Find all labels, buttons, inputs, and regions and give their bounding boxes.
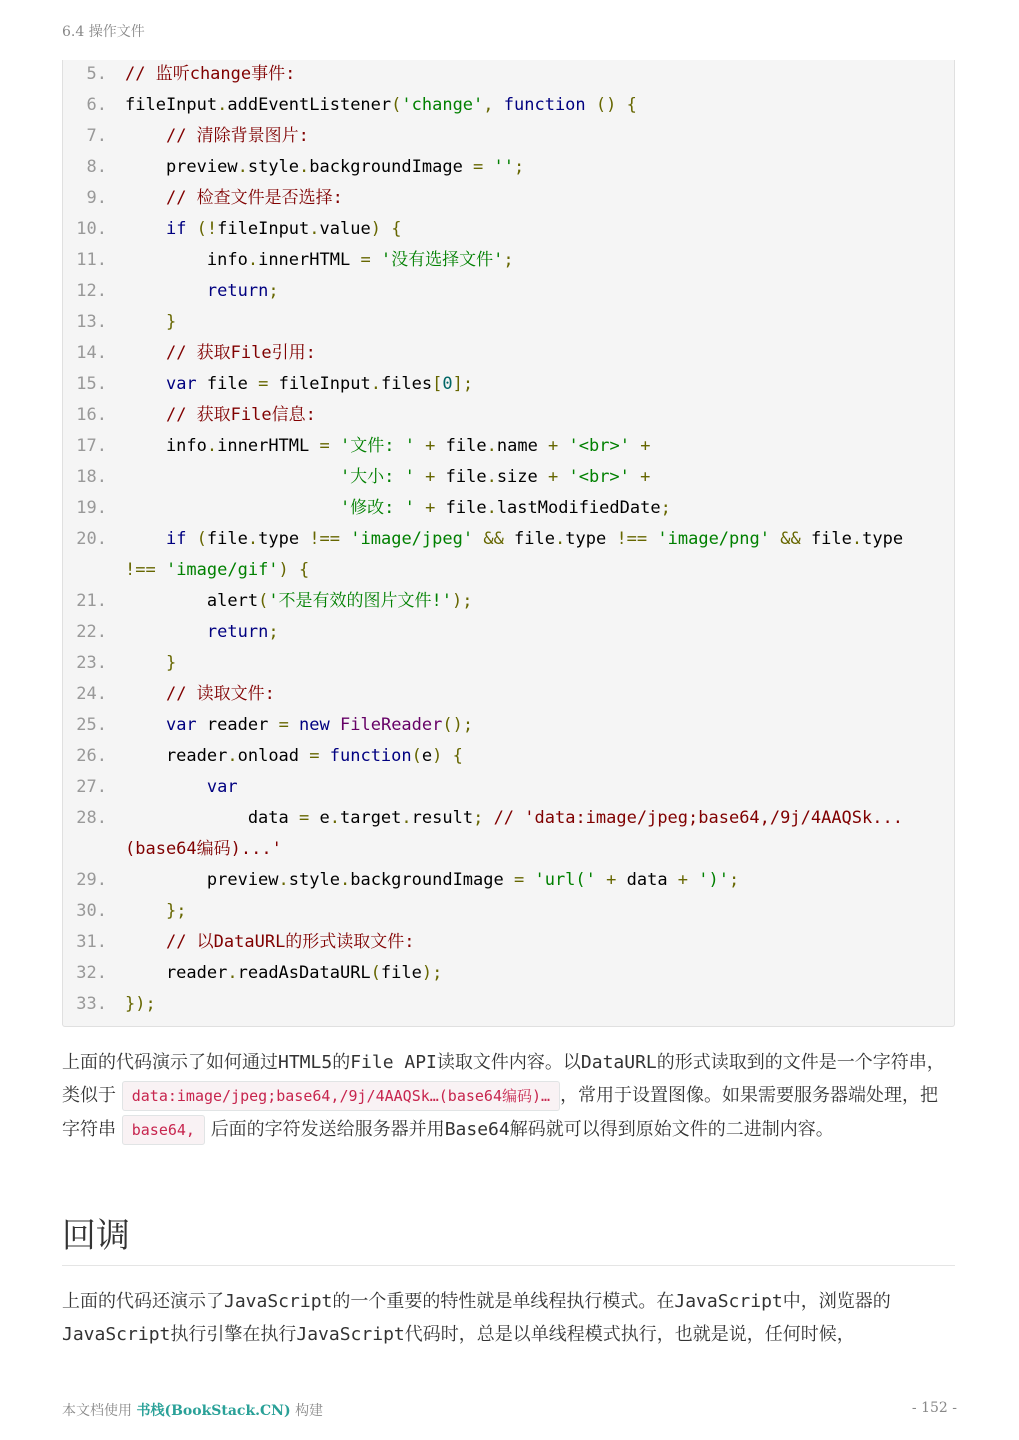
- code-text: };: [165, 901, 187, 921]
- line-number: 33.: [76, 994, 107, 1014]
- footer-credit: [62, 1400, 323, 1420]
- text: JavaScript: [62, 1324, 171, 1345]
- code-text: if (!fileInput.value) {: [165, 219, 402, 239]
- code-line: [1, 183, 894, 214]
- line-number: 10.: [76, 219, 107, 239]
- code-line: [1, 276, 894, 307]
- code-line: [1, 90, 894, 121]
- section-header: 6.4 操作文件: [62, 24, 145, 40]
- text: 代码时，总是以单线程模式执行，也就是说，任何时候，: [404, 1324, 855, 1345]
- footer-prefix: 本文档使用: [62, 1403, 132, 1419]
- code-text: // 获取File引用:: [165, 343, 316, 363]
- line-number: 20.: [76, 529, 107, 549]
- code-text: info.innerHTML = '没有选择文件';: [125, 250, 514, 270]
- code-text: // 监听change事件:: [125, 64, 296, 84]
- code-text: info.innerHTML = '文件: ' + file.name + '<br>' +: [125, 436, 651, 456]
- section-heading: 回调: [62, 1216, 130, 1256]
- code-line: [1, 245, 894, 276]
- code-text: preview.style.backgroundImage = '';: [125, 157, 525, 177]
- text: Base64: [444, 1119, 510, 1140]
- code-text: preview.style.backgroundImage = 'url(' + data + ')';: [125, 870, 740, 890]
- line-number: 16.: [76, 405, 107, 425]
- text: 的形式读取到的文件是一个字符串，类似于: [62, 1052, 945, 1106]
- code-text: (base64编码)...': [125, 839, 282, 859]
- paragraph-single-thread: [62, 1285, 955, 1351]
- footer-suffix: 构建: [295, 1403, 324, 1419]
- inline-code-base64: base64,: [122, 1115, 205, 1145]
- code-text: !== 'image/gif') {: [125, 560, 310, 580]
- line-number: 13.: [76, 312, 107, 332]
- text: JavaScript: [674, 1291, 783, 1312]
- code-text: var: [206, 777, 238, 797]
- code-line: [1, 679, 894, 710]
- code-line: [1, 989, 894, 1020]
- code-line: [1, 741, 894, 772]
- code-line: [1, 927, 894, 958]
- code-text: // 以DataURL的形式读取文件:: [165, 932, 415, 952]
- text: 后面的字符发送给服务器并用: [210, 1119, 445, 1140]
- code-line: [1, 400, 894, 431]
- line-number: 32.: [76, 963, 107, 983]
- line-number: 9.: [86, 188, 107, 208]
- text: 读取文件内容。以: [436, 1052, 581, 1073]
- line-number: 14.: [76, 343, 107, 363]
- code-line: [1, 710, 894, 741]
- code-text: // 读取文件:: [165, 684, 275, 704]
- code-line: [1, 896, 894, 927]
- line-number: 19.: [76, 498, 107, 518]
- code-line: [1, 369, 894, 400]
- code-text: if (file.type !== 'image/jpeg' && file.type !== 'image/png' && file.type: [165, 529, 904, 549]
- text: 执行引擎在执行: [170, 1324, 297, 1345]
- code-text: reader.readAsDataURL(file);: [125, 963, 443, 983]
- code-text: var file = fileInput.files[0];: [165, 374, 474, 394]
- text: HTML5: [278, 1052, 333, 1073]
- code-text: // 清除背景图片:: [165, 126, 309, 146]
- text: 的一个重要的特性就是单线程执行模式。在: [332, 1291, 675, 1312]
- line-number: 23.: [76, 653, 107, 673]
- line-number: 29.: [76, 870, 107, 890]
- code-line: [1, 958, 894, 989]
- code-text: // 检查文件是否选择:: [165, 188, 343, 208]
- code-line: [1, 555, 894, 586]
- code-text: '大小: ' + file.size + '<br>' +: [339, 467, 651, 487]
- code-text: return;: [206, 281, 279, 301]
- inline-code-dataurl: data:image/jpeg;base64,/9j/4AAQSk…(base64编码)…: [122, 1081, 560, 1111]
- page-number: - 152 -: [911, 1400, 957, 1416]
- text: File API: [350, 1052, 437, 1073]
- code-line: [1, 462, 894, 493]
- line-number: 6.: [86, 95, 107, 115]
- text: 中，浏览器的: [782, 1291, 891, 1312]
- code-line: [1, 152, 894, 183]
- line-number: 28.: [76, 808, 107, 828]
- code-line: [1, 617, 894, 648]
- code-text: alert('不是有效的图片文件!');: [125, 591, 473, 611]
- text: 解码就可以得到原始文件的二进制内容。: [509, 1119, 834, 1140]
- line-number: 15.: [76, 374, 107, 394]
- line-number: 25.: [76, 715, 107, 735]
- line-number: 5.: [86, 64, 107, 84]
- line-number: 7.: [86, 126, 107, 146]
- code-line: [1, 865, 894, 896]
- code-line: [1, 214, 894, 245]
- line-number: 24.: [76, 684, 107, 704]
- line-number: 18.: [76, 467, 107, 487]
- code-line: [1, 121, 894, 152]
- code-block: [62, 60, 955, 1027]
- code-text: reader.onload = function(e) {: [125, 746, 463, 766]
- code-line: [1, 338, 894, 369]
- code-line: [1, 431, 894, 462]
- text: 上面的代码演示了如何通过: [62, 1052, 278, 1073]
- code-text: '修改: ' + file.lastModifiedDate;: [339, 498, 671, 518]
- code-text: data = e.target.result; // 'data:image/jpeg;base64,/9j/4AAQSk...: [125, 808, 903, 828]
- line-number: 27.: [76, 777, 107, 797]
- line-number: 22.: [76, 622, 107, 642]
- code-text: return;: [206, 622, 279, 642]
- text: 上面的代码还演示了: [62, 1291, 224, 1312]
- code-line: [1, 834, 894, 865]
- code-text: fileInput.addEventListener('change', function () {: [125, 95, 637, 115]
- text: JavaScript: [296, 1324, 405, 1345]
- line-number: 11.: [76, 250, 107, 270]
- code-text: var reader = new FileReader();: [165, 715, 474, 735]
- code-line: [1, 586, 894, 617]
- text: JavaScript: [224, 1291, 333, 1312]
- text: ，常用于设置图像。如果需要服务器端处理，把字符串: [62, 1085, 939, 1140]
- paragraph-file-api: [62, 1046, 955, 1147]
- line-number: 12.: [76, 281, 107, 301]
- code-line: [1, 648, 894, 679]
- code-text: // 获取File信息:: [165, 405, 316, 425]
- code-line: [1, 524, 904, 555]
- line-number: 17.: [76, 436, 107, 456]
- code-text: });: [125, 994, 156, 1014]
- code-text: }: [165, 653, 177, 673]
- line-number: 21.: [76, 591, 107, 611]
- line-number: 31.: [76, 932, 107, 952]
- line-number: 26.: [76, 746, 107, 766]
- heading-divider: [62, 1265, 955, 1266]
- code-line: [1, 493, 894, 524]
- code-line: [1, 772, 894, 803]
- code-line: [1, 59, 894, 90]
- text: 的: [332, 1052, 351, 1073]
- line-number: 8.: [86, 157, 107, 177]
- code-line: [1, 803, 903, 834]
- text: DataURL: [580, 1052, 657, 1073]
- code-text: }: [165, 312, 177, 332]
- code-line: [1, 307, 894, 338]
- line-number: 30.: [76, 901, 107, 921]
- bookstack-link[interactable]: 书栈(BookStack.CN): [136, 1403, 291, 1419]
